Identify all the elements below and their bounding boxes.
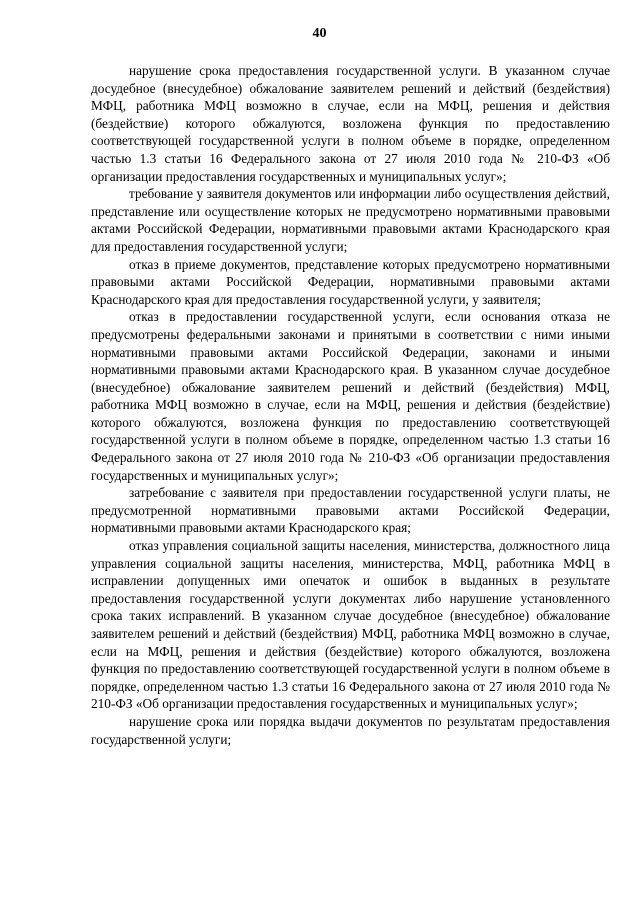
paragraph-7: нарушение срока или порядка выдачи документов по результатам предоставления государственной услуги; xyxy=(91,713,610,747)
page-number: 40 xyxy=(312,26,327,41)
paragraph-6: отказ управления социальной защиты населения, министерства, должностного лица управления социальной защиты населения, министерства, МФЦ, работника МФЦ в исправлении допущенных ими опечаток и ошибок в выданных в результате предоставления государственной услуги документах либо нарушение установленного срока таких исправлений. В указанном случае досудебное (внесудебное) обжалование заявителем решений и действий (бездействия) МФЦ, работника МФЦ возможно в случае, если на МФЦ, решения и действия (бездействие) которого обжалуются, возложена функция по предоставлению соответствующей государственной услуги в полном объеме в порядке, определенном частью 1.3 статьи 16 Федерального закона от 27 июля 2010 года № 210-ФЗ «Об организации предоставления государственных и муниципальных услуг»; xyxy=(91,538,610,712)
paragraph-2: требование у заявителя документов или информации либо осуществления действий, представление или осуществление которых не предусмотрено нормативными правовыми актами Российской Федерации, нормативными правовыми актами Краснодарского края для предоставления государственной услуги; xyxy=(91,186,610,254)
paragraph-5: затребование с заявителя при предоставлении государственной услуги платы, не предусмотренной нормативными правовыми актами Российской Федерации, нормативными правовыми актами Краснодарского края; xyxy=(91,485,610,536)
paragraph-1: нарушение срока предоставления государственной услуги. В указанном случае досудебное (внесудебное) обжалование заявителем решений и действий (бездействия) МФЦ, работника МФЦ возможно в случае, если на МФЦ, решения и действия (бездействие) которого обжалуются, возложена функция по предоставлению соответствующей государственной услуги в полном объеме в порядке, определенном частью 1.3 статьи 16 Федерального закона от 27 июля 2010 года № 210-ФЗ «Об организации предоставления государственных и муниципальных услуг»; xyxy=(91,63,610,184)
paragraph-3: отказ в приеме документов, представление которых предусмотрено нормативными правовыми актами Российской Федерации, нормативными правовыми актами Краснодарского края для предоставления государственной услуги, у заявителя; xyxy=(91,256,610,307)
paragraph-4: отказ в предоставлении государственной услуги, если основания отказа не предусмотрены федеральными законами и принятыми в соответствии с ними иными нормативными правовыми актами Российской Федерации, законами и иными нормативными правовыми актами Краснодарского края. В указанном случае досудебное (внесудебное) обжалование заявителем решений и действий (бездействия) МФЦ, работника МФЦ возможно в случае, если на МФЦ, решения и действия (бездействие) которого обжалуются, возложена функция по предоставлению соответствующей государственной услуги в полном объеме в порядке, определенном частью 1.3 статьи 16 Федерального закона от 27 июля 2010 года № 210-ФЗ «Об организации предоставления государственных и муниципальных услуг»; xyxy=(91,309,610,483)
document-body xyxy=(91,62,610,748)
